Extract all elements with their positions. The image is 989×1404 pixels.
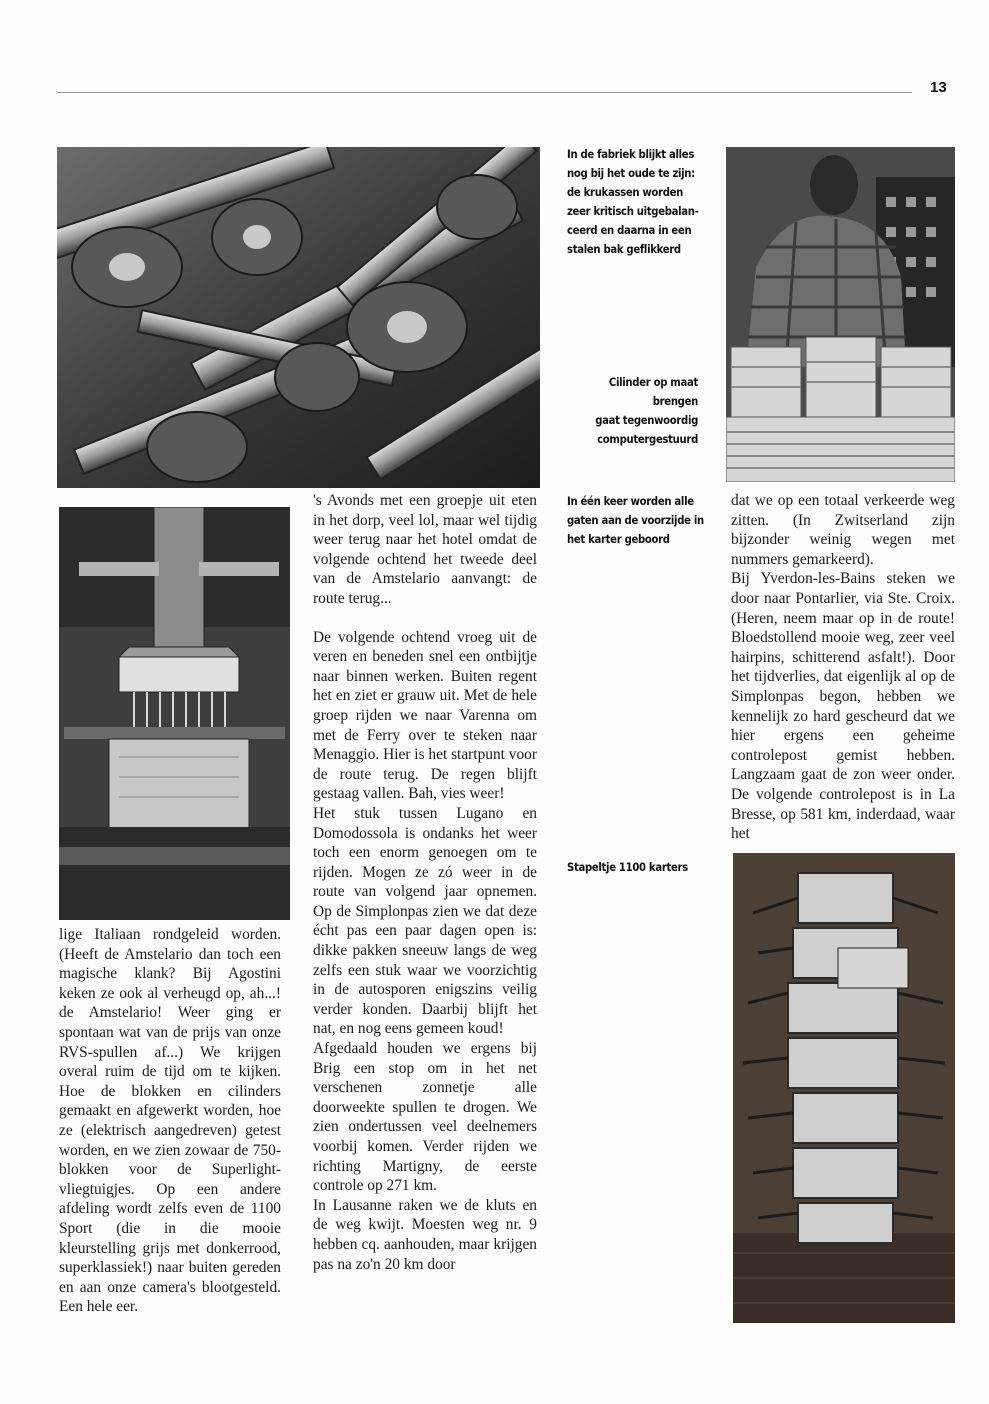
paragraph: dat we op een totaal verkeerde weg zitten. (In Zwitserland zijn bijzonder weinig wegen met nummers gemarkeerd). [731,492,955,568]
caption-line: zeer kritisch uitgebalan- [567,205,699,218]
caption-crankcase-stack [567,858,717,877]
body-column-1 [59,925,281,1317]
paragraph: De volgende ochtend vroeg uit de veren en beneden snel een ontbijtje naar binnen werken. Buiten regent het en ziet er grauw uit. Met de hele groep rijden we naar Varenna om met de Ferry over te steken naar Menaggio. Hier is het startpunt voor de route terug. De regen blijft gestaag vallen. Bah, vies weer! [313,628,537,803]
caption-line: computergestuurd [597,433,698,446]
caption-crankshafts [567,145,717,259]
caption-line: gaten aan de voorzijde in [567,514,704,527]
paragraph: 's Avonds met een groepje uit eten in het dorp, veel lol, maar wel tijdig weer terug naar het hotel omdat de volgende ochtend het tweede deel van de Amstelario aanvangt: de route terug... [313,492,537,607]
crankshafts-photo [57,147,540,488]
caption-line: stalen bak geflikkerd [567,243,681,256]
caption-line: In de fabriek blijkt alles [567,148,695,161]
caption-line: gaat tegenwoordig [595,414,698,427]
page-number: 13 [930,79,947,96]
body-column-4 [731,491,955,844]
caption-line: Cilinder op maat brengen [608,376,698,408]
caption-cylinders [567,373,698,449]
header-rule [57,92,912,93]
crankcase-stack-photo [733,853,955,1323]
caption-crankcase-drilling [567,492,717,549]
paragraph: lige Italiaan rondgeleid worden. (Heeft de Amstelario dan toch een magische klank? Bij Agostini keken ze ook al verheugd op, ah...! de Amstelario! Weer ging er spontaan wat van de prijs van onze RVS-spullen af...) We krijgen overal ruim de tijd om te kijken. Hoe de blokken en cilinders gemaakt en afgewerkt worden, hoe ze (elektrisch aangedreven) getest worden, en we zien zowaar de 750-blokken voor de Superlight-vliegtuigjes. Op een andere afdeling wordt zelfs even de 1100 Sport (die in die mooie kleurstelling grijs met donkerrood, superklassiek!) naar buiten gereden en aan onze camera's blootgesteld. Een hele eer. [59,926,281,1316]
cylinders-photo [726,147,955,482]
caption-line: het karter geboord [567,533,670,546]
caption-line: Stapeltje 1100 karters [567,861,688,874]
caption-line: de krukassen worden [567,186,684,199]
caption-line: In één keer worden alle [567,495,694,508]
paragraph: Het stuk tussen Lugano en Domodossola is ondanks het weer toch een enorm genoegen om te rijden. Mogen ze zó weer in de route van volgend jaar opnemen. Op de Simplonpas zien we dat deze écht pas een paar dagen open is: dikke pakken sneeuw langs de weg zelfs een stuk waar we voorzichtig in de autosporen enigszins veilig verder konden. Daarbij blijft het nat, en nog eens gemeen koud! [313,804,537,1038]
body-column-2 [313,491,537,1274]
paragraph: In Lausanne raken we de kluts en de weg kwijt. Moesten weg nr. 9 hebben cq. aanhouden, maar krijgen pas na zo'n 20 km door [313,1196,537,1273]
crankcase-drilling-photo [59,507,290,920]
paragraph: Bij Yverdon-les-Bains steken we door naar Pontarlier, via Ste. Croix. (Heren, neem maar op in de route! Bloedstollend mooie weg, zeer veel hairpins, schitterend asfalt!). Door het tijdverlies, dat eigenlijk al op de Simplonpas begon, hebben we kennelijk zo hard gescheurd dat we hier ergens een geheime controlepost gemist hebben. Langzaam gaat de zon weer onder. De volgende controlepost is in La Bresse, op 581 km, inderdaad, waar het [731,570,955,843]
paragraph: Afgedaald houden we ergens bij Brig een stop om in het net verschenen zonnetje alle doorweekte spullen te drogen. We zien ondertussen veel deelnemers voorbij komen. Verder rijden we richting Martigny, de eerste controle op 271 km. [313,1040,537,1195]
caption-line: nog bij het oude te zijn: [567,167,695,180]
caption-line: ceerd en daarna in een [567,224,692,237]
